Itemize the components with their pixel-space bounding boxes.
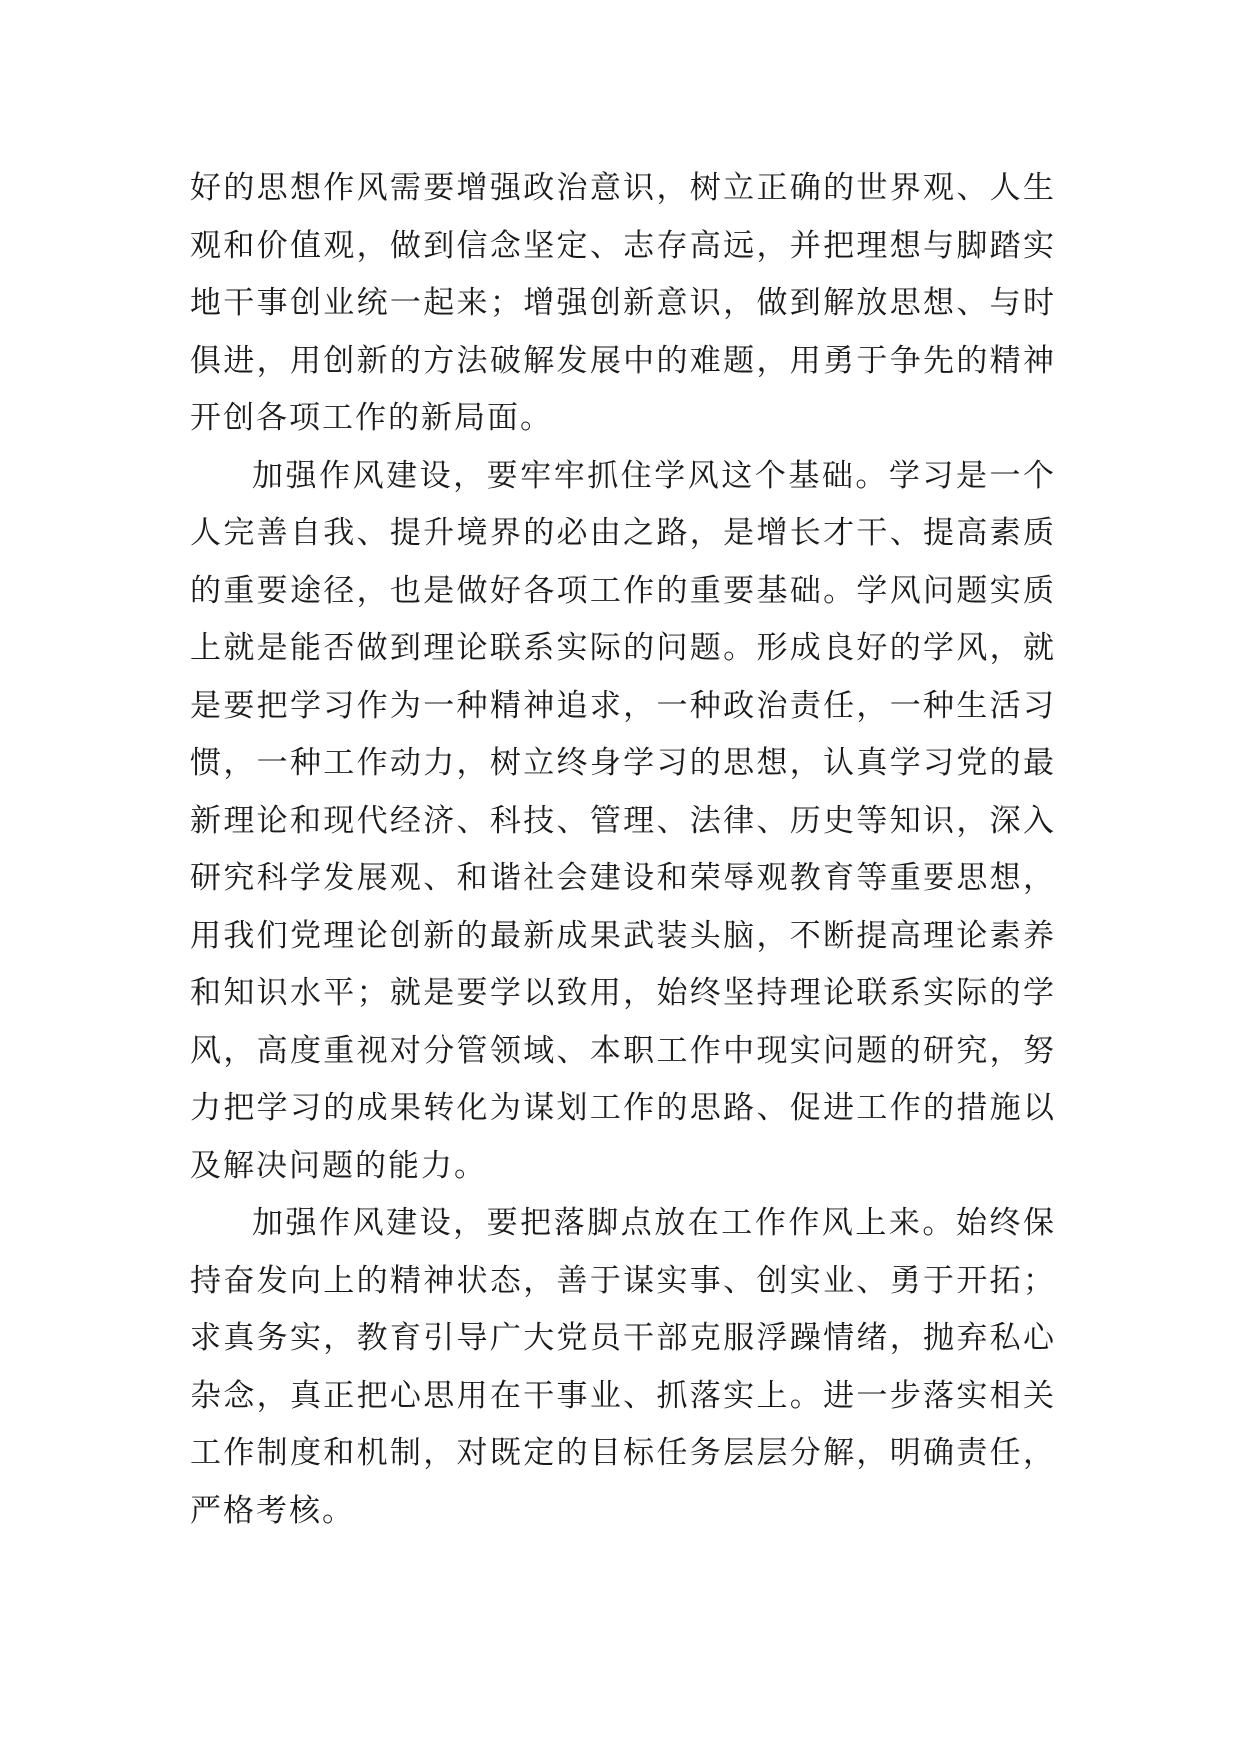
paragraph-1: 好的思想作风需要增强政治意识，树立正确的世界观、人生观和价值观，做到信念坚定、志存高远，并把理想与脚踏实地干事创业统一起来；增强创新意识，做到解放思想、与时俱进，用创新的方法破解发展中的难题，用勇于争先的精神开创各项工作的新局面。	[190, 170, 1056, 436]
document-body	[190, 160, 1056, 1540]
paragraph-3: 加强作风建设，要把落脚点放在工作作风上来。始终保持奋发向上的精神状态，善于谋实事、创实业、勇于开拓；求真务实，教育引导广大党员干部克服浮躁情绪，抛弃私心杂念，真正把心思用在干事业、抓落实上。进一步落实相关工作制度和机制，对既定的目标任务层层分解，明确责任，严格考核。	[190, 1205, 1056, 1529]
paragraph-2: 加强作风建设，要牢牢抓住学风这个基础。学习是一个人完善自我、提升境界的必由之路，是增长才干、提高素质的重要途径，也是做好各项工作的重要基础。学风问题实质上就是能否做到理论联系实际的问题。形成良好的学风，就是要把学习作为一种精神追求，一种政治责任，一种生活习惯，一种工作动力，树立终身学习的思想，认真学习党的最新理论和现代经济、科技、管理、法律、历史等知识，深入研究科学发展观、和谐社会建设和荣辱观教育等重要思想，用我们党理论创新的最新成果武装头脑，不断提高理论素养和知识水平；就是要学以致用，始终坚持理论联系实际的学风，高度重视对分管领域、本职工作中现实问题的研究，努力把学习的成果转化为谋划工作的思路、促进工作的措施以及解决问题的能力。	[190, 457, 1056, 1184]
